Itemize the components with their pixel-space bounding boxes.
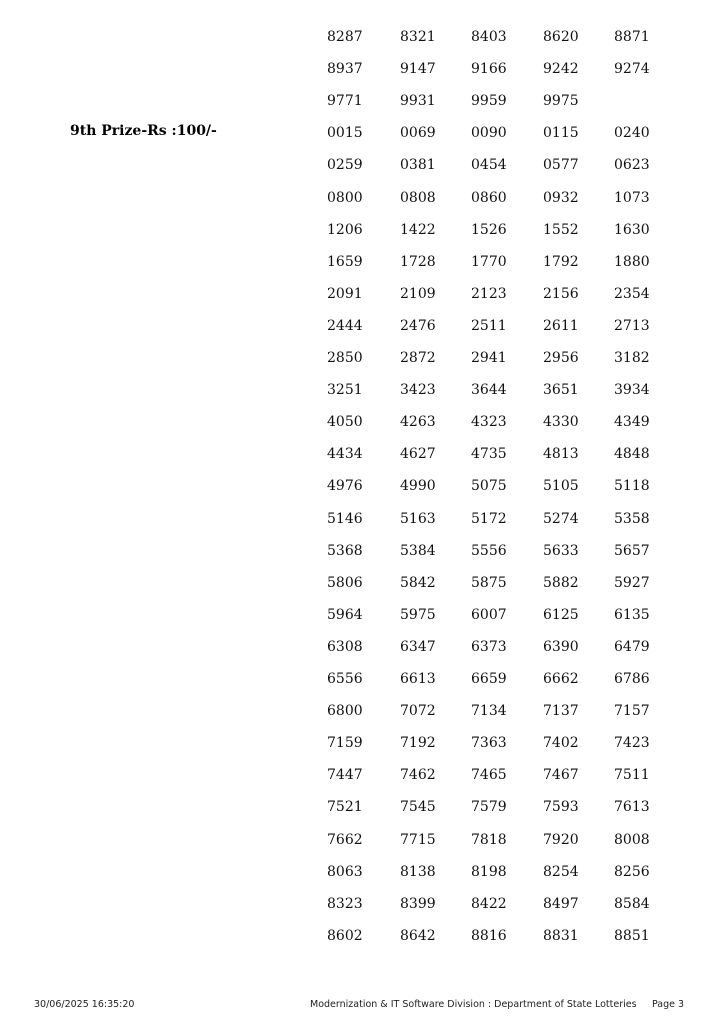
ticket-number: 2956 (543, 350, 579, 366)
ticket-number: 7715 (400, 831, 436, 848)
ninth-prize-row (0, 830, 724, 850)
ninth-prize-row (0, 894, 724, 914)
ticket-number: 7465 (471, 767, 507, 784)
ticket-number: 6479 (614, 638, 650, 655)
ninth-prize-row (0, 476, 724, 496)
ticket-number: 8620 (543, 29, 579, 45)
ticket-number: 5882 (543, 574, 579, 591)
ticket-number: 9242 (543, 61, 579, 78)
ticket-number: 7462 (400, 767, 436, 784)
ticket-number: 7447 (327, 767, 363, 784)
ticket-number: 8256 (614, 863, 650, 880)
ticket-number: 2444 (327, 317, 363, 334)
ticket-number: 6390 (543, 638, 579, 655)
ticket-number: 4323 (471, 414, 507, 431)
ticket-number: 9959 (471, 93, 507, 110)
ticket-number: 0069 (400, 125, 436, 142)
ticket-number: 1552 (543, 221, 579, 238)
ticket-number: 7613 (614, 799, 650, 816)
ticket-number: 0623 (614, 157, 650, 174)
ninth-prize-row (0, 605, 724, 625)
ticket-number: 8254 (543, 863, 579, 880)
ticket-number: 0259 (327, 157, 363, 174)
ticket-number: 4848 (614, 446, 650, 463)
ninth-prize-row (0, 637, 724, 657)
print-timestamp: 30/06/2025 16:35:20 (34, 999, 135, 1010)
ticket-number: 8422 (471, 895, 507, 912)
ticket-number: 9147 (400, 61, 436, 78)
ninth-prize-row (0, 797, 724, 817)
ticket-number: 5875 (471, 574, 507, 591)
ticket-number: 5105 (543, 478, 579, 495)
ninth-prize-row (0, 284, 724, 304)
ninth-prize-row (0, 541, 724, 561)
ticket-number: 5556 (471, 542, 507, 559)
ticket-number: 0860 (471, 189, 507, 206)
ticket-number: 9274 (614, 61, 650, 78)
ninth-prize-row (0, 412, 724, 432)
ticket-number: 7363 (471, 735, 507, 752)
ticket-number: 1206 (327, 221, 363, 238)
ticket-number: 0808 (400, 189, 436, 206)
ninth-prize-row (0, 123, 724, 143)
ninth-prize-row (0, 316, 724, 336)
ticket-number: 2850 (327, 350, 363, 366)
ticket-number: 8642 (400, 927, 436, 944)
ninth-prize-row (0, 188, 724, 208)
ticket-number: 7467 (543, 767, 579, 784)
continuation-row (0, 91, 724, 111)
ticket-number: 1792 (543, 253, 579, 270)
ticket-number: 3644 (471, 382, 507, 399)
ninth-prize-row (0, 733, 724, 753)
ticket-number: 8063 (327, 863, 363, 880)
ticket-number: 6125 (543, 606, 579, 623)
ticket-number: 8403 (471, 29, 507, 45)
ticket-number: 1770 (471, 253, 507, 270)
ticket-number: 7818 (471, 831, 507, 848)
ticket-number: 6135 (614, 606, 650, 623)
ticket-number: 8602 (327, 927, 363, 944)
ticket-number: 8937 (327, 61, 363, 78)
ticket-number: 6613 (400, 671, 436, 687)
ticket-number: 2109 (400, 285, 436, 302)
ticket-number: 0090 (471, 125, 507, 142)
ticket-number: 2611 (543, 317, 579, 334)
ninth-prize-title: 9th Prize-Rs :100/- (70, 123, 217, 139)
ticket-number: 8287 (327, 29, 363, 45)
ticket-number: 2476 (400, 317, 436, 334)
continuation-row (0, 27, 724, 47)
ticket-number: 8831 (543, 927, 579, 944)
ticket-number: 5964 (327, 606, 363, 623)
ticket-number: 3182 (614, 350, 650, 366)
ticket-number: 8321 (400, 29, 436, 45)
ninth-prize-row (0, 220, 724, 240)
ticket-number: 6007 (471, 606, 507, 623)
ticket-number: 5172 (471, 510, 507, 527)
ticket-number: 5274 (543, 510, 579, 527)
ninth-prize-row (0, 701, 724, 721)
ticket-number: 2713 (614, 317, 650, 334)
ninth-prize-row (0, 380, 724, 400)
ticket-number: 4976 (327, 478, 363, 495)
ninth-prize-row (0, 926, 724, 946)
ticket-number: 2123 (471, 285, 507, 302)
ticket-number: 0015 (327, 125, 363, 142)
ticket-number: 7593 (543, 799, 579, 816)
ticket-number: 6662 (543, 671, 579, 687)
ticket-number: 7134 (471, 703, 507, 720)
ticket-number: 2156 (543, 285, 579, 302)
ticket-number: 2872 (400, 350, 436, 366)
ticket-number: 7545 (400, 799, 436, 816)
ticket-number: 8198 (471, 863, 507, 880)
ticket-number: 5657 (614, 542, 650, 559)
ticket-number: 8008 (614, 831, 650, 848)
ninth-prize-row (0, 509, 724, 529)
ticket-number: 5927 (614, 574, 650, 591)
ninth-prize-row (0, 348, 724, 368)
ticket-number: 9771 (327, 93, 363, 110)
ticket-number: 5146 (327, 510, 363, 527)
ticket-number: 8584 (614, 895, 650, 912)
ticket-number: 4050 (327, 414, 363, 431)
ticket-number: 9166 (471, 61, 507, 78)
ticket-number: 5358 (614, 510, 650, 527)
continuation-row (0, 59, 724, 79)
ticket-number: 1422 (400, 221, 436, 238)
ticket-number: 0932 (543, 189, 579, 206)
footer-organization: Modernization & IT Software Division : Department of State Lotteries (310, 999, 637, 1010)
ticket-number: 0800 (327, 189, 363, 206)
ticket-number: 7192 (400, 735, 436, 752)
ninth-prize-row (0, 444, 724, 464)
ticket-number: 2354 (614, 285, 650, 302)
ticket-number: 4434 (327, 446, 363, 463)
ticket-number: 0454 (471, 157, 507, 174)
ticket-number: 9931 (400, 93, 436, 110)
ticket-number: 4627 (400, 446, 436, 463)
ticket-number: 4990 (400, 478, 436, 495)
ticket-number: 8851 (614, 927, 650, 944)
ticket-number: 1630 (614, 221, 650, 238)
ticket-number: 5163 (400, 510, 436, 527)
ticket-number: 1526 (471, 221, 507, 238)
ticket-number: 3251 (327, 382, 363, 399)
ticket-number: 5975 (400, 606, 436, 623)
ticket-number: 7137 (543, 703, 579, 720)
ticket-number: 6786 (614, 671, 650, 687)
ticket-number: 7521 (327, 799, 363, 816)
ticket-number: 5806 (327, 574, 363, 591)
ticket-number: 7423 (614, 735, 650, 752)
ticket-number: 5075 (471, 478, 507, 495)
ticket-number: 0577 (543, 157, 579, 174)
ticket-number: 8323 (327, 895, 363, 912)
ticket-number: 7579 (471, 799, 507, 816)
ninth-prize-row (0, 252, 724, 272)
ticket-number: 5118 (614, 478, 650, 495)
ticket-number: 6556 (327, 671, 363, 687)
ticket-number: 8497 (543, 895, 579, 912)
ticket-number: 4263 (400, 414, 436, 431)
ticket-number: 6800 (327, 703, 363, 720)
ticket-number: 7662 (327, 831, 363, 848)
ticket-number: 2941 (471, 350, 507, 366)
ticket-number: 9975 (543, 93, 579, 110)
ticket-number: 0115 (543, 125, 579, 142)
ninth-prize-row (0, 862, 724, 882)
ticket-number: 5368 (327, 542, 363, 559)
ticket-number: 0381 (400, 157, 436, 174)
ticket-number: 6308 (327, 638, 363, 655)
ticket-number: 4330 (543, 414, 579, 431)
ticket-number: 3651 (543, 382, 579, 399)
ticket-number: 1073 (614, 189, 650, 206)
ticket-number: 1880 (614, 253, 650, 270)
ticket-number: 7072 (400, 703, 436, 720)
ticket-number: 8138 (400, 863, 436, 880)
ticket-number: 5633 (543, 542, 579, 559)
ticket-number: 6659 (471, 671, 507, 687)
ticket-number: 5384 (400, 542, 436, 559)
ninth-prize-row (0, 669, 724, 689)
ticket-number: 6373 (471, 638, 507, 655)
ticket-number: 7159 (327, 735, 363, 752)
ticket-number: 7511 (614, 767, 650, 784)
page-number: Page 3 (652, 999, 685, 1010)
ninth-prize-row (0, 765, 724, 785)
ticket-number: 1659 (327, 253, 363, 270)
ticket-number: 2511 (471, 317, 507, 334)
ticket-number: 6347 (400, 638, 436, 655)
ticket-number: 3934 (614, 382, 650, 399)
ticket-number: 8816 (471, 927, 507, 944)
ticket-number: 3423 (400, 382, 436, 399)
ninth-prize-row (0, 573, 724, 593)
ticket-number: 7402 (543, 735, 579, 752)
ticket-number: 5842 (400, 574, 436, 591)
ticket-number: 4349 (614, 414, 650, 431)
ticket-number: 4735 (471, 446, 507, 463)
ticket-number: 4813 (543, 446, 579, 463)
ticket-number: 1728 (400, 253, 436, 270)
ticket-number: 8399 (400, 895, 436, 912)
ticket-number: 0240 (614, 125, 650, 142)
ticket-number: 8871 (614, 29, 650, 45)
ninth-prize-row (0, 155, 724, 175)
ticket-number: 7157 (614, 703, 650, 720)
ticket-number: 7920 (543, 831, 579, 848)
ticket-number: 2091 (327, 285, 363, 302)
